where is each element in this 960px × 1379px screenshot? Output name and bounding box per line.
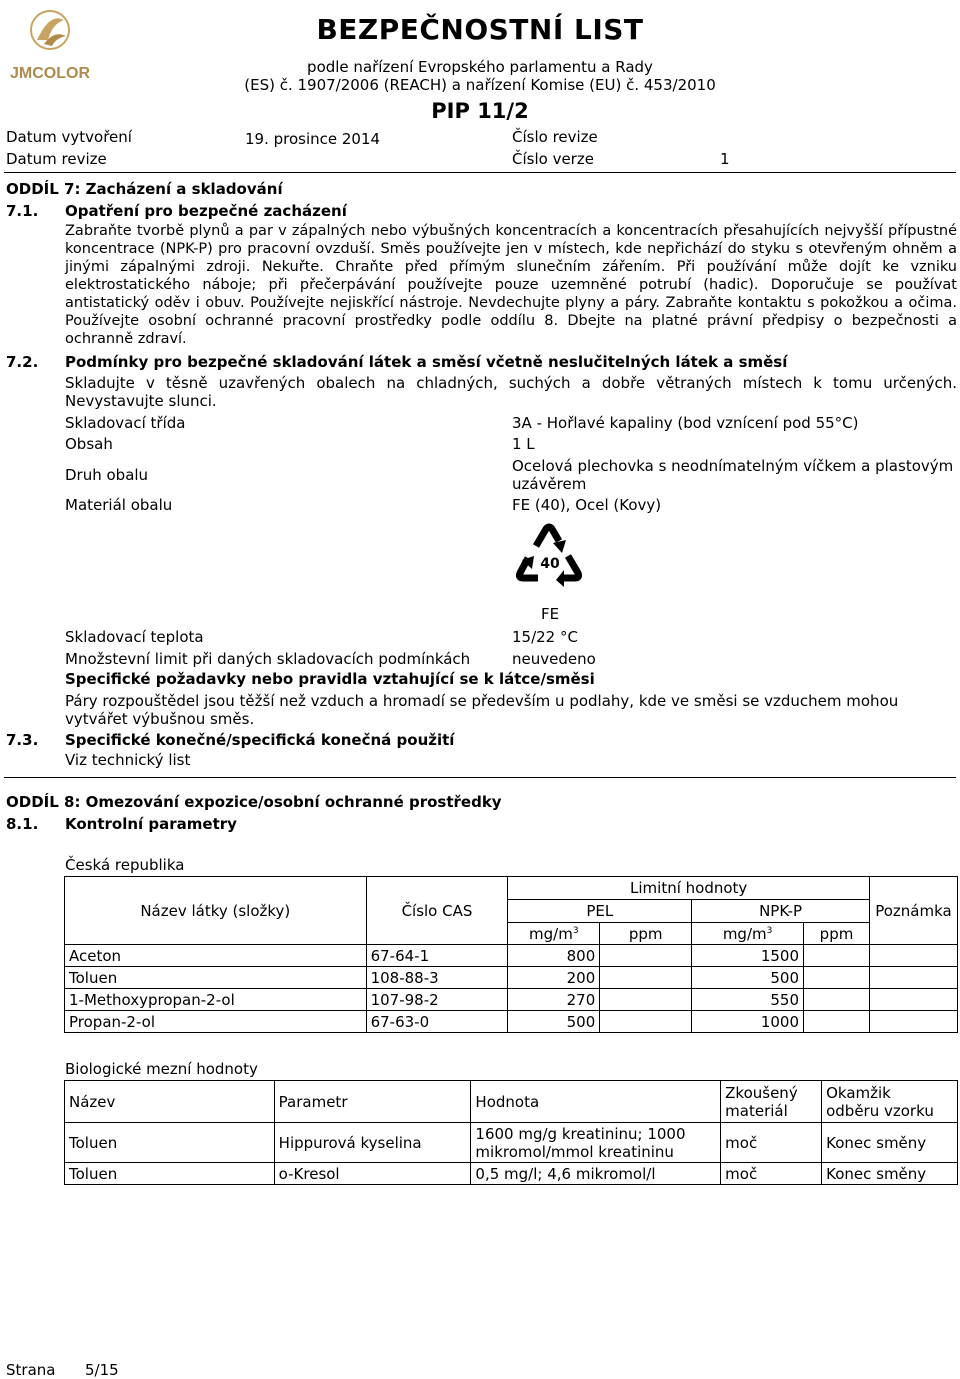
header-bio-moment: Okamžik odběru vzorku xyxy=(822,1081,958,1123)
cell-cas: 67-64-1 xyxy=(366,945,508,967)
cell-parameter: Hippurová kyselina xyxy=(274,1123,471,1163)
packaging-material-label: Materiál obalu xyxy=(65,496,173,514)
header-bio-parameter: Parametr xyxy=(274,1081,471,1123)
storage-temperature-label: Skladovací teplota xyxy=(65,628,204,646)
specific-requirements-text: Páry rozpouštědel jsou těžší než vzduch a hromadí se především u podlahy, kde ve směsi se vzduchem mohou vytvářet výbušnou směs. xyxy=(65,692,899,728)
page-label: Strana xyxy=(6,1361,56,1379)
page-number: 5/15 xyxy=(85,1361,119,1379)
packaging-material-value: FE (40), Ocel (Kovy) xyxy=(512,496,662,514)
storage-temperature-value: 15/22 °C xyxy=(512,628,578,646)
end-use-text: Viz technický list xyxy=(65,751,191,769)
biological-limits-table xyxy=(64,1080,958,1185)
header-limit-values: Limitní hodnoty xyxy=(508,877,870,900)
cell-name: Aceton xyxy=(65,945,367,967)
cell-cas: 108-88-3 xyxy=(366,967,508,989)
subsection-7-3-number: 7.3. xyxy=(6,731,39,749)
cell-npk: 550 xyxy=(692,989,804,1011)
header-npk: NPK-P xyxy=(692,900,870,923)
cell-npk-ppm xyxy=(804,989,870,1011)
recycling-number: 40 xyxy=(540,556,560,572)
header-substance-name: Název látky (složky) xyxy=(65,877,367,945)
version-label: Číslo verze xyxy=(512,150,594,168)
subsection-7-2-number: 7.2. xyxy=(6,353,39,371)
created-label: Datum vytvoření xyxy=(6,128,132,146)
cell-npk: 1000 xyxy=(692,1011,804,1033)
biological-limits-label: Biologické mezní hodnoty xyxy=(65,1060,258,1078)
table-row xyxy=(65,1163,958,1185)
cell-pel-ppm xyxy=(600,1011,692,1033)
cell-pel-ppm xyxy=(600,989,692,1011)
table-row xyxy=(65,967,958,989)
header-bio-material: Zkoušený materiál xyxy=(721,1081,822,1123)
header-cas-number: Číslo CAS xyxy=(366,877,508,945)
cell-value: 0,5 mg/l; 4,6 mikromol/l xyxy=(471,1163,721,1185)
packaging-type-label: Druh obalu xyxy=(65,466,149,484)
header-npk-ppm: ppm xyxy=(804,923,870,945)
cell-note xyxy=(869,967,957,989)
cell-pel: 500 xyxy=(508,1011,600,1033)
cell-material: moč xyxy=(721,1163,822,1185)
header-bio-name: Název xyxy=(65,1081,275,1123)
cell-cas: 107-98-2 xyxy=(366,989,508,1011)
regulation-line-1: podle nařízení Evropského parlamentu a Rady xyxy=(307,58,653,76)
cell-npk: 1500 xyxy=(692,945,804,967)
cell-value: 1600 mg/g kreatininu; 1000 mikromol/mmol kreatininu xyxy=(471,1123,721,1163)
section-divider xyxy=(4,777,956,778)
content-value: 1 L xyxy=(512,435,535,453)
subsection-8-1-heading: Kontrolní parametry xyxy=(65,815,237,833)
storage-class-label: Skladovací třída xyxy=(65,414,186,432)
cell-note xyxy=(869,1011,957,1033)
table-row xyxy=(65,945,958,967)
regulation-line-2: (ES) č. 1907/2006 (REACH) a nařízení Komise (EU) č. 453/2010 xyxy=(244,76,716,94)
version-value: 1 xyxy=(720,150,730,168)
table-row xyxy=(65,1011,958,1033)
subsection-8-1-number: 8.1. xyxy=(6,815,39,833)
subsection-7-1-number: 7.1. xyxy=(6,202,39,220)
subsection-7-3-heading: Specifické konečné/specifická konečná použití xyxy=(65,731,455,749)
cell-name: Propan-2-ol xyxy=(65,1011,367,1033)
cell-name: Toluen xyxy=(65,967,367,989)
table-row xyxy=(65,1123,958,1163)
cell-moment: Konec směny xyxy=(822,1123,958,1163)
packaging-type-value: Ocelová plechovka s neodnímatelným víčkem a plastovým uzávěrem xyxy=(512,457,954,493)
header-note: Poznámka xyxy=(869,877,957,945)
table-row xyxy=(65,989,958,1011)
cell-parameter: o-Kresol xyxy=(274,1163,471,1185)
content-label: Obsah xyxy=(65,435,113,453)
quantity-limit-value: neuvedeno xyxy=(512,650,596,668)
created-value: 19. prosince 2014 xyxy=(245,130,381,148)
product-name: PIP 11/2 xyxy=(431,99,529,123)
cell-npk-ppm xyxy=(804,945,870,967)
cell-pel-ppm xyxy=(600,945,692,967)
exposure-limits-table xyxy=(64,876,958,1033)
specific-requirements-heading: Specifické požadavky nebo pravidla vztahující se k látce/směsi xyxy=(65,670,595,688)
cell-npk: 500 xyxy=(692,967,804,989)
logo-text: JMCOLOR xyxy=(10,65,90,82)
document-title: BEZPEČNOSTNÍ LIST xyxy=(316,13,644,46)
handling-text: Zabraňte tvorbě plynů a par v zápalných nebo výbušných koncentracích a koncentracích přesahujících nejvyšší přípustné koncentrace (NPK-P) pro pracovní ovzduší. Směs používejte jen v místech, kde nepřichází do styku s otevřeným ohněm a jinými zápalnými zdroji. Nekuřte. Chraňte před přímým slunečním zářením. Při používání může dojít ke vzniku elektrostatického náboje; při přečerpávání používejte pouze uzemněné potrubí (hadic). Doporučuje se používat antistatický oděv i obuv. Používejte nejiskřící nástroje. Nevdechujte plyny a páry. Zabraňte kontaktu s pokožkou a očima. Používejte osobní ochranné pracovní prostředky podle oddílu 8. Dbejte na platné právní předpisy o bezpečnosti a ochranně zdraví. xyxy=(65,223,957,347)
section-7-title: ODDÍL 7: Zacházení a skladování xyxy=(6,180,283,198)
country-label: Česká republika xyxy=(65,856,185,874)
cell-cas: 67-63-0 xyxy=(366,1011,508,1033)
header-pel-mgm3: $mg/m^3$ xyxy=(508,923,600,945)
cell-pel: 800 xyxy=(508,945,600,967)
header-pel: PEL xyxy=(508,900,692,923)
storage-class-value: 3A - Hořlavé kapaliny (bod vznícení pod 55°C) xyxy=(512,414,859,432)
cell-material: moč xyxy=(721,1123,822,1163)
quantity-limit-label: Množstevní limit při daných skladovacích podmínkách xyxy=(65,650,471,668)
cell-name: Toluen xyxy=(65,1123,275,1163)
cell-note xyxy=(869,989,957,1011)
header-pel-ppm: ppm xyxy=(600,923,692,945)
cell-note xyxy=(869,945,957,967)
cell-npk-ppm xyxy=(804,1011,870,1033)
cell-pel: 200 xyxy=(508,967,600,989)
cell-moment: Konec směny xyxy=(822,1163,958,1185)
cell-name: 1-Methoxypropan-2-ol xyxy=(65,989,367,1011)
header-npk-mgm3: $mg/m^3$ xyxy=(692,923,804,945)
storage-text: Skladujte v těsně uzavřených obalech na chladných, suchých a dobře větraných místech k tomu určených. Nevystavujte slunci. xyxy=(65,374,957,410)
header-bio-value: Hodnota xyxy=(471,1081,721,1123)
cell-pel: 270 xyxy=(508,989,600,1011)
header-divider xyxy=(4,172,956,173)
revision-date-label: Datum revize xyxy=(6,150,107,168)
cell-npk-ppm xyxy=(804,967,870,989)
revision-number-label: Číslo revize xyxy=(512,128,598,146)
subsection-7-2-heading: Podmínky pro bezpečné skladování látek a směsí včetně neslučitelných látek a směsí xyxy=(65,353,788,371)
cell-pel-ppm xyxy=(600,967,692,989)
recycling-symbol-icon xyxy=(506,516,592,596)
cell-name: Toluen xyxy=(65,1163,275,1185)
recycling-code: FE xyxy=(541,605,560,623)
subsection-7-1-heading: Opatření pro bezpečné zacházení xyxy=(65,202,347,220)
section-8-title: ODDÍL 8: Omezování expozice/osobní ochranné prostředky xyxy=(6,793,502,811)
